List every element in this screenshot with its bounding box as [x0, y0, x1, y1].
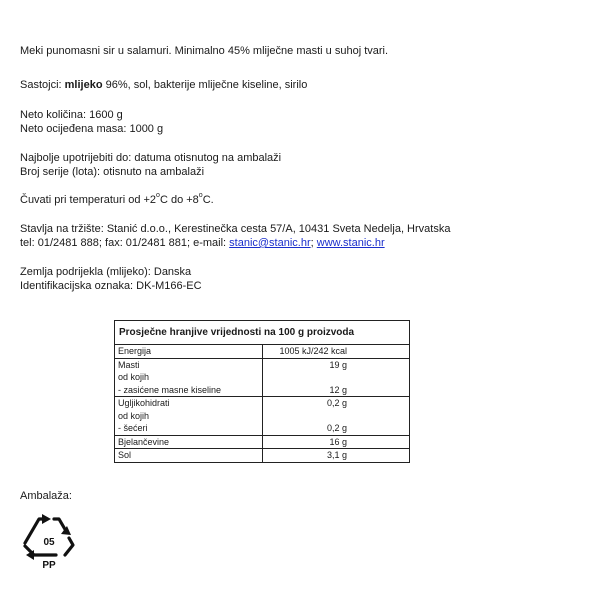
nutrient-amount: 0,2 g — [326, 398, 347, 408]
storage-suffix: C. — [202, 194, 214, 206]
net-quantity: Neto količina: 1600 g — [20, 109, 123, 121]
product-description: Meki punomasni sir u salamuri. Minimalno 45% mliječne masti u suhoj tvari. — [20, 45, 389, 57]
nutrient-amount — [266, 371, 348, 384]
ingredients-rest: 96%, sol, bakterije mliječne kiseline, sirilo — [102, 79, 308, 91]
storage-prefix: Čuvati pri temperaturi od +2 — [20, 194, 157, 206]
distributor: Stavlja na tržište: Stanić d.o.o., Kerestinečka cesta 57/A, 10431 Sveta Nedelja, Hrvatska — [20, 223, 451, 235]
nutrient-name — [115, 397, 262, 436]
nutrient-name — [115, 345, 262, 358]
recycle-number: 05 — [43, 537, 55, 548]
nutrient-value — [262, 435, 409, 449]
nutrient-amount: 0,2 g — [326, 423, 347, 433]
nutrient-value — [262, 449, 409, 462]
nutrient-amount — [266, 410, 348, 423]
nutrient-label: Energija — [118, 346, 152, 356]
nutrient-amount: 16 g — [329, 436, 347, 447]
ingredients — [20, 78, 307, 92]
nutrient-label: - zasićene masne kiseline — [118, 384, 222, 395]
nutrition-row — [115, 435, 409, 449]
identification-mark: Identifikacijska oznaka: DK-M166-EC — [20, 280, 202, 292]
packaging-material: PP — [42, 560, 56, 570]
contact-info — [20, 236, 385, 250]
best-before: Najbolje upotrijebiti do: datuma otisnutog na ambalaži — [20, 152, 282, 164]
nutrition-row — [115, 358, 409, 397]
nutrient-name — [115, 449, 262, 462]
nutrition-title: Prosječne hranjive vrijednosti na 100 g proizvoda — [115, 321, 409, 345]
nutrient-label: od kojih — [118, 410, 150, 421]
packaging-label: Ambalaža: — [20, 490, 72, 502]
contact-phones: tel: 01/2481 888; fax: 01/2481 881; e-mail: — [20, 237, 230, 249]
nutrient-value — [262, 358, 409, 397]
nutrient-label: Masti — [118, 359, 140, 370]
nutrient-label: Bjelančevine — [118, 436, 170, 447]
drained-mass: Neto ocijeđena masa: 1000 g — [20, 123, 164, 135]
country-of-origin: Zemlja podrijekla (mlijeko): Danska — [20, 266, 192, 278]
nutrient-label: od kojih — [118, 372, 150, 382]
nutrient-amount: 19 g — [329, 359, 347, 370]
recycling-pp-icon — [20, 510, 78, 570]
nutrient-label: Sol — [118, 450, 132, 460]
website-link[interactable]: www.stanic.hr — [316, 237, 385, 249]
nutrient-amount: 12 g — [329, 384, 347, 395]
nutrition-row — [115, 345, 409, 358]
degree-sign: o — [198, 192, 203, 200]
nutrient-amount: 1005 kJ/242 kcal — [279, 346, 347, 356]
ingredients-allergen: mlijeko — [64, 79, 103, 91]
batch-number: Broj serije (lota): otisnuto na ambalaži — [20, 166, 205, 178]
storage-instructions — [20, 193, 214, 207]
nutrient-value — [262, 345, 409, 358]
contact-separator: ; — [310, 237, 317, 249]
nutrition-table — [114, 320, 410, 463]
nutrient-label: - šećeri — [118, 423, 148, 433]
nutrition-row — [115, 449, 409, 462]
email-link[interactable]: stanic@stanic.hr — [229, 237, 311, 249]
nutrient-label: Ugljikohidrati — [118, 398, 170, 408]
nutrient-amount: 3,1 g — [326, 450, 347, 460]
nutrition-row — [115, 397, 409, 436]
ingredients-label: Sastojci: — [20, 79, 65, 91]
degree-sign: o — [156, 192, 160, 200]
nutrient-name — [115, 435, 262, 449]
nutrient-name — [115, 358, 262, 397]
storage-middle: C do +8 — [159, 194, 199, 206]
nutrient-value — [262, 397, 409, 436]
